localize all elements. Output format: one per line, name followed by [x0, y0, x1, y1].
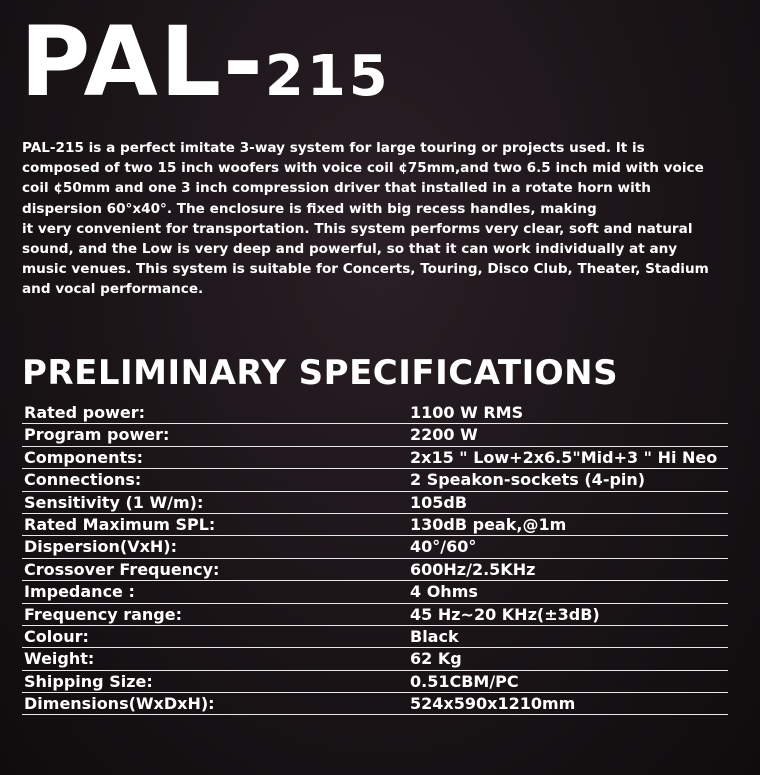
- specifications-table: [22, 402, 728, 715]
- spec-row-sensitivity: [22, 492, 728, 514]
- spec-row-colour: [22, 626, 728, 648]
- description-line: it very convenient for transportation. This system performs very clear, soft and natural: [22, 220, 693, 237]
- spec-value: 2 Speakon-sockets (4-pin): [410, 470, 646, 490]
- spec-value: Black: [410, 626, 459, 646]
- spec-label: Dispersion(VxH):: [24, 537, 177, 557]
- spec-value: 4 Ohms: [410, 582, 478, 602]
- spec-label: Dimensions(WxDxH):: [24, 694, 215, 714]
- spec-row-weight: [22, 648, 728, 670]
- spec-row-impedance: [22, 581, 728, 603]
- description-line: and vocal performance.: [22, 281, 204, 298]
- spec-value: 600Hz/2.5KHz: [410, 559, 536, 579]
- description-line: dispersion 60°x40°. The enclosure is fixed with big recess handles, making: [22, 200, 597, 217]
- spec-row-dispersion: [22, 536, 728, 558]
- spec-row-crossover: [22, 559, 728, 581]
- description-line: coil ¢50mm and one 3 inch compression driver that installed in a rotate horn with: [22, 180, 651, 197]
- spec-value: 1100 W RMS: [410, 403, 524, 422]
- spec-value: 2200 W: [410, 425, 478, 445]
- spec-value: 45 Hz~20 KHz(±3dB): [410, 604, 600, 624]
- description-line: composed of two 15 inch woofers with voice coil ¢75mm,and two 6.5 inch mid with voice: [22, 160, 704, 177]
- product-title: [20, 6, 391, 118]
- spec-label: Sensitivity (1 W/m):: [24, 492, 204, 512]
- spec-label: Components:: [24, 447, 144, 467]
- spec-label: Shipping Size:: [24, 671, 153, 691]
- spec-label: Rated Maximum SPL:: [24, 514, 216, 534]
- spec-row-components: [22, 447, 728, 469]
- product-title-main: PAL-: [20, 6, 265, 118]
- specifications-heading: PRELIMINARY SPECIFICATIONS: [22, 353, 619, 393]
- spec-row-frequency-range: [22, 604, 728, 626]
- spec-label: Program power:: [24, 425, 170, 445]
- spec-value: 2x15 " Low+2x6.5"Mid+3 " Hi Neo: [410, 447, 718, 467]
- description-line: PAL-215 is a perfect imitate 3-way system for large touring or projects used. It is: [22, 140, 645, 156]
- spec-value: 0.51CBM/PC: [410, 671, 519, 691]
- spec-row-program-power: [22, 424, 728, 446]
- spec-label: Crossover Frequency:: [24, 559, 220, 579]
- spec-value: 524x590x1210mm: [410, 694, 576, 714]
- spec-row-dimensions: [22, 693, 728, 715]
- spec-value: 105dB: [410, 492, 468, 512]
- spec-label: Frequency range:: [24, 604, 182, 624]
- spec-label: Weight:: [24, 649, 95, 669]
- spec-label: Rated power:: [24, 403, 146, 422]
- spec-value: 130dB peak,@1m: [410, 514, 567, 534]
- spec-label: Connections:: [24, 470, 142, 490]
- product-title-number: 215: [264, 44, 391, 109]
- spec-label: Impedance :: [24, 582, 135, 602]
- spec-row-rated-power: [22, 402, 728, 424]
- spec-label: Colour:: [24, 626, 89, 646]
- spec-row-shipping-size: [22, 671, 728, 693]
- spec-row-connections: [22, 469, 728, 491]
- spec-row-max-spl: [22, 514, 728, 536]
- description-line: music venues. This system is suitable for Concerts, Touring, Disco Club, Theater, Stadium: [22, 261, 709, 278]
- product-description: [22, 138, 738, 300]
- spec-value: 40°/60°: [410, 537, 477, 557]
- spec-value: 62 Kg: [410, 649, 462, 669]
- description-line: sound, and the Low is very deep and powerful, so that it can work individually at any: [22, 241, 678, 258]
